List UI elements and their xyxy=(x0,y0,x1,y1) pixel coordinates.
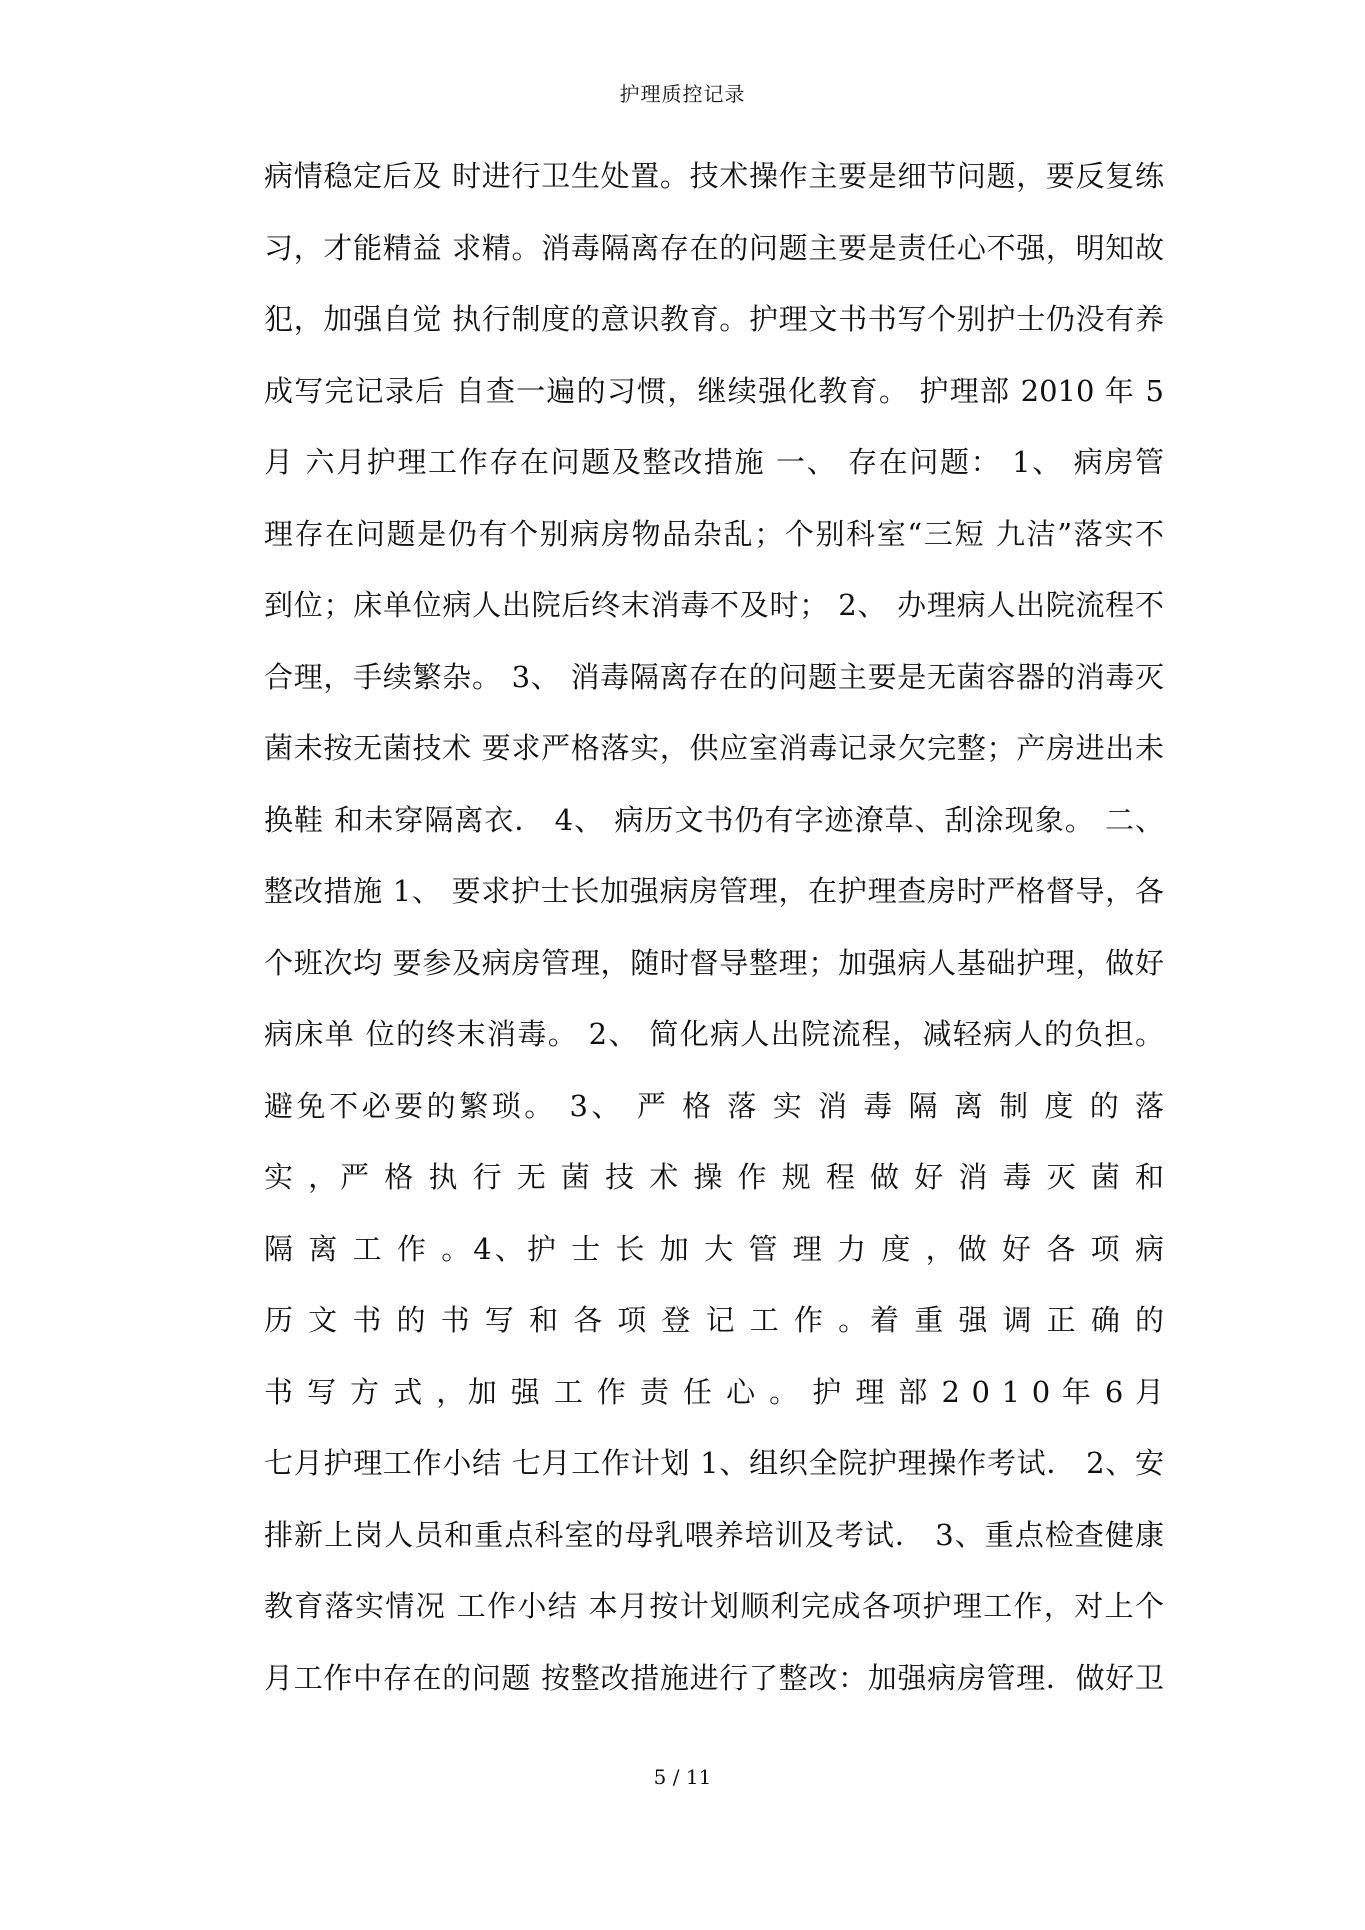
text-line: 月工作中存在的问题 按整改措施进行了整改：加强病房管理．做好卫 xyxy=(264,1660,1164,1695)
text-line: 整改措施 1、 要求护士长加强病房管理，在护理查房时严格督导，各 xyxy=(264,874,1164,908)
page-header: 护理质控记录 xyxy=(619,82,746,106)
text-line: 避免不必要的繁琐。 3、 严 格 落 实 消 毒 隔 离 制 度 的 落 xyxy=(264,1088,1164,1123)
text-line: 犯，加强自觉 执行制度的意识教育。护理文书书写个别护士仍没有养 xyxy=(264,302,1164,336)
text-line: 理存在问题是仍有个别病房物品杂乱；个别科室“三短 九洁”落实不 xyxy=(264,516,1164,551)
text-line: 个班次均 要参及病房管理，随时督导整理；加强病人基础护理，做好 xyxy=(264,945,1164,980)
text-line: 病床单 位的终末消毒。 2、 简化病人出院流程，减轻病人的负担。 xyxy=(264,1017,1164,1051)
text-line: 书 写 方 式 ，加 强 工 作 责 任 心 。 护 理 部 2 0 1 0 年 6 月 xyxy=(264,1374,1164,1409)
page-number: 5 / 11 xyxy=(653,1765,712,1789)
text-line: 七月护理工作小结 七月工作计划 1、组织全院护理操作考试． 2、安 xyxy=(264,1446,1164,1480)
text-line: 排新上岗人员和重点科室的母乳喂养培训及考试． 3、重点检查健康 xyxy=(264,1517,1164,1552)
text-line: 换鞋 和未穿隔离衣． 4、 病历文书仍有字迹潦草、刮涂现象。 二、 xyxy=(264,802,1164,837)
body-text xyxy=(264,146,1164,1719)
text-line: 合理，手续繁杂。 3、 消毒隔离存在的问题主要是无菌容器的消毒灭 xyxy=(264,659,1164,694)
text-line: 病情稳定后及 时进行卫生处置。技术操作主要是细节问题，要反复练 xyxy=(264,159,1164,193)
text-line: 教育落实情况 工作小结 本月按计划顺利完成各项护理工作，对上个 xyxy=(264,1589,1164,1623)
text-line: 实 ，严 格 执 行 无 菌 技 术 操 作 规 程 做 好 消 毒 灭 菌 和 xyxy=(264,1160,1164,1194)
text-line: 隔 离 工 作 。4、护 士 长 加 大 管 理 力 度 ，做 好 各 项 病 xyxy=(264,1231,1164,1266)
text-line: 成写完记录后 自查一遍的习惯，继续强化教育。 护理部 2010 年 5 xyxy=(264,373,1164,408)
text-line: 习，才能精益 求精。消毒隔离存在的问题主要是责任心不强，明知故 xyxy=(264,230,1164,265)
text-line: 历 文 书 的 书 写 和 各 项 登 记 工 作 。着 重 强 调 正 确 的 xyxy=(264,1303,1164,1337)
text-line: 菌未按无菌技术 要求严格落实，供应室消毒记录欠完整；产房进出未 xyxy=(264,731,1164,765)
text-line: 月 六月护理工作存在问题及整改措施 一、 存在问题： 1、 病房管 xyxy=(264,445,1164,479)
text-line: 到位；床单位病人出院后终末消毒不及时； 2、 办理病人出院流程不 xyxy=(264,588,1164,622)
